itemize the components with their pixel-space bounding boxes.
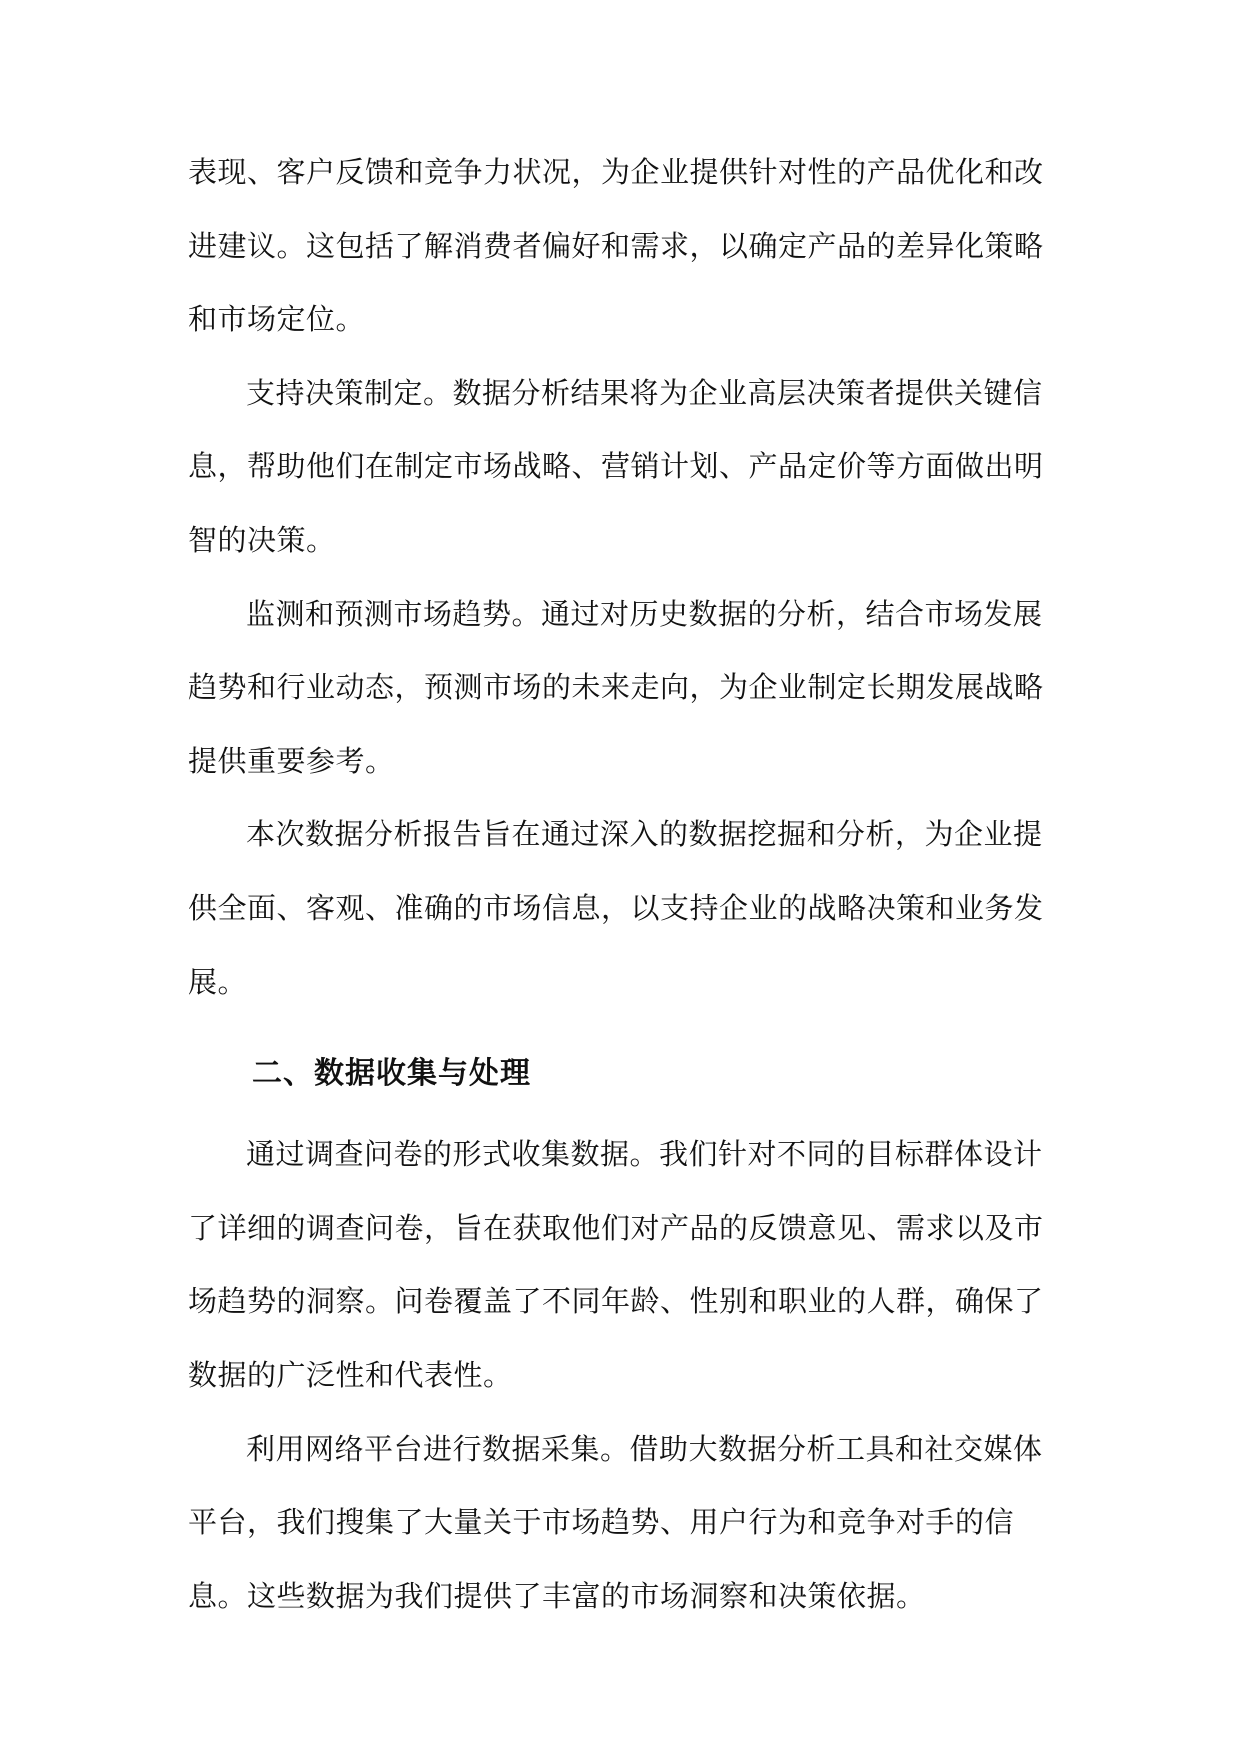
spacer	[188, 1094, 1052, 1118]
section-heading: 二、数据收集与处理	[252, 1056, 531, 1092]
spacer	[188, 1019, 1052, 1054]
document-content	[188, 136, 1052, 1633]
paragraph-report-purpose: 本次数据分析报告旨在通过深入的数据挖掘和分析，为企业提供全面、客观、准确的市场信息，以支持企业的战略决策和业务发展。	[188, 817, 1044, 999]
paragraph-survey-collection: 通过调查问卷的形式收集数据。我们针对不同的目标群体设计了详细的调查问卷，旨在获取他们对产品的反馈意见、需求以及市场趋势的洞察。问卷覆盖了不同年龄、性别和职业的人群，确保了数据的广泛性和代表性。	[188, 1137, 1044, 1392]
paragraph-market-trend-forecast: 监测和预测市场趋势。通过对历史数据的分析，结合市场发展趋势和行业动态，预测市场的未来走向，为企业制定长期发展战略提供重要参考。	[188, 596, 1044, 778]
paragraph-online-data-collection: 利用网络平台进行数据采集。借助大数据分析工具和社交媒体平台，我们搜集了大量关于市场趋势、用户行为和竞争对手的信息。这些数据为我们提供了丰富的市场洞察和决策依据。	[188, 1431, 1043, 1613]
paragraph-product-optimization: 表现、客户反馈和竞争力状况，为企业提供针对性的产品优化和改进建议。这包括了解消费者偏好和需求，以确定产品的差异化策略和市场定位。	[188, 155, 1044, 337]
paragraph-decision-support: 支持决策制定。数据分析结果将为企业高层决策者提供关键信息，帮助他们在制定市场战略、营销计划、产品定价等方面做出明智的决策。	[188, 375, 1044, 557]
